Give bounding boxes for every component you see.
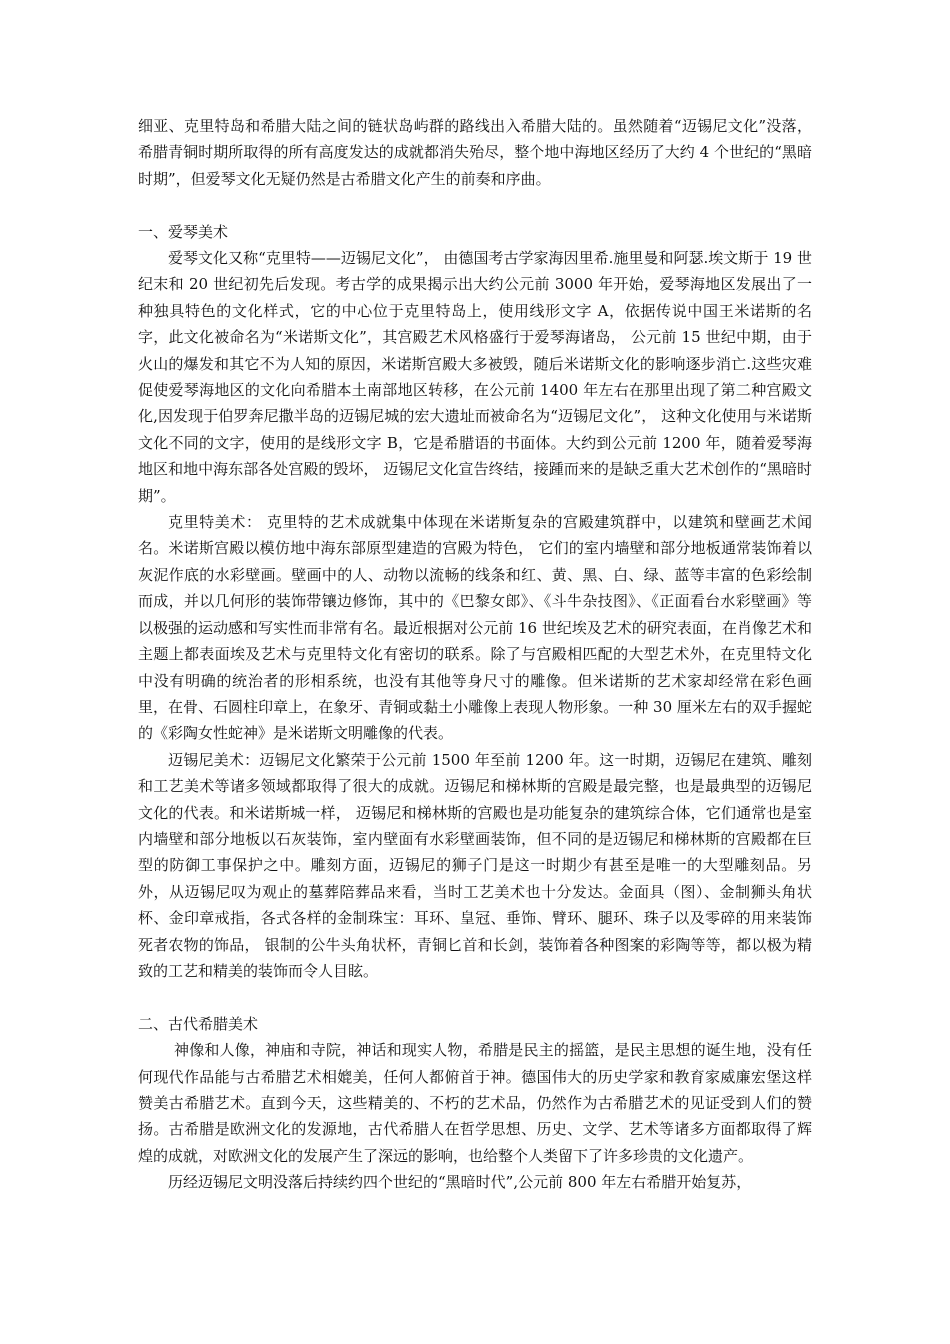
aegean-culture-paragraph: 爱琴文化又称“克里特——迈锡尼文化”， 由德国考古学家海因里希.施里曼和阿瑟.埃文斯于 19 世纪末和 20 世纪初先后发现。考古学的成果揭示出大约公元前 3000 年开始，爱琴海地区发展出了一种独具特色的文化样式，它的中心位于克里特岛上，使用线形文字 A，依据传说中国王米诺斯的名字，此文化被命名为“米诺斯文化”，其宫殿艺术风格盛行于爱琴海诸岛， 公元前 15 世纪中期，由于火山的爆发和其它不为人知的原因，米诺斯宫殿大多被毁，随后米诺斯文化的影响逐步消亡.这些灾难促使爱琴海地区的文化向希腊本土南部地区转移，在公元前 1400 年左右在那里出现了第二种宫殿文化,因发现于伯罗奔尼撒半岛的迈锡尼城的宏大遗址而被命名为“迈锡尼文化”， 这种文化使用与米诺斯文化不同的文字，使用的是线形文字 B，它是希腊语的书面体。大约到公元前 1200 年，随着爱琴海地区和地中海东部各处宫殿的毁坏， 迈锡尼文化宣告终结，接踵而来的是缺乏重大艺术创作的“黑暗时期”。 <box>138 249 812 505</box>
intro-paragraph: 细亚、克里特岛和希腊大陆之间的链状岛屿群的路线出入希腊大陆的。虽然随着“迈锡尼文化”没落，希腊青铜时期所取得的所有高度发达的成就都消失殆尽，整个地中海地区经历了大约 4 个世纪的“黑暗时期”，但爱琴文化无疑仍然是古希腊文化产生的前奏和序曲。 <box>138 117 812 188</box>
section-heading-aegean-art: 一、爱琴美术 <box>138 222 229 241</box>
mycenaean-art-paragraph: 迈锡尼美术：迈锡尼文化繁荣于公元前 1500 年至前 1200 年。这一时期，迈锡尼在建筑、雕刻和工艺美术等诸多领域都取得了很大的成就。迈锡尼和梯林斯的宫殿是最完整，也是最典型的迈锡尼文化的代表。和米诺斯城一样， 迈锡尼和梯林斯的宫殿也是功能复杂的建筑综合体，它们通常也是室内墙壁和部分地板以石灰装饰，室内壁面有水彩壁画装饰，但不同的是迈锡尼和梯林斯的宫殿都在巨型的防御工事保护之中。雕刻方面，迈锡尼的狮子门是这一时期少有甚至是唯一的大型雕刻品。另外，从迈锡尼叹为观止的墓葬陪葬品来看，当时工艺美术也十分发达。金面具（图）、金制狮头角状杯、金印章戒指，各式各样的金制珠宝：耳环、皇冠、垂饰、臂环、腿环、珠子以及零碎的用来装饰死者农物的饰品， 银制的公牛头角状杯，青铜匕首和长剑，装饰着各种图案的彩陶等等，都以极为精致的工艺和精美的装饰而令人目眩。 <box>138 750 812 980</box>
paragraph-gap <box>138 984 812 1010</box>
cretan-art-paragraph: 克里特美术： 克里特的艺术成就集中体现在米诺斯复杂的宫殿建筑群中，以建筑和壁画艺术闻名。米诺斯宫殿以模仿地中海东部原型建造的宫殿为特色， 它们的室内墙壁和部分地板通常装饰着以灰泥作底的水彩壁画。壁画中的人、动物以流畅的线条和红、黄、黑、白、绿、蓝等丰富的色彩绘制而成，并以几何形的装饰带镶边修饰，其中的《巴黎女郎》、《斗牛杂技图》、《正面看台水彩壁画》等以极强的运动感和写实性而非常有名。最近根据对公元前 16 世纪埃及艺术的研究表面，在肖像艺术和主题上都表面埃及艺术与克里特文化有密切的联系。除了与宫殿相匹配的大型艺术外，在克里特文化中没有明确的统治者的形相系统，也没有其他等身尺寸的雕像。但米诺斯的艺术家却经常在彩色画里，在骨、石圆柱印章上，在象牙、青铜或黏土小雕像上表现人物形象。一种 30 厘米左右的双手握蛇的《彩陶女性蛇神》是米诺斯文明雕像的代表。 <box>138 513 812 743</box>
greek-revival-paragraph: 历经迈锡尼文明没落后持续约四个世纪的“黑暗时代”,公元前 800 年左右希腊开始复苏， <box>168 1173 752 1192</box>
document-page <box>138 113 812 1196</box>
greek-art-intro-paragraph: 神像和人像，神庙和寺院，神话和现实人物，希腊是民主的摇篮，是民主思想的诞生地，没有任何现代作品能与古希腊艺术相媲美，任何人都俯首于神。德国伟大的历史学家和教育家威廉宏堡这样赞美古希腊艺术。直到今天，这些精美的、不朽的艺术品，仍然作为古希腊艺术的见证受到人们的赞扬。古希腊是欧洲文化的发源地，古代希腊人在哲学思想、历史、文学、艺术等诸多方面都取得了辉煌的成就，对欧洲文化的发展产生了深远的影响，也给整个人类留下了许多珍贵的文化遗产。 <box>138 1041 812 1165</box>
paragraph-gap <box>138 192 812 218</box>
section-heading-greek-art: 二、古代希腊美术 <box>138 1014 259 1033</box>
